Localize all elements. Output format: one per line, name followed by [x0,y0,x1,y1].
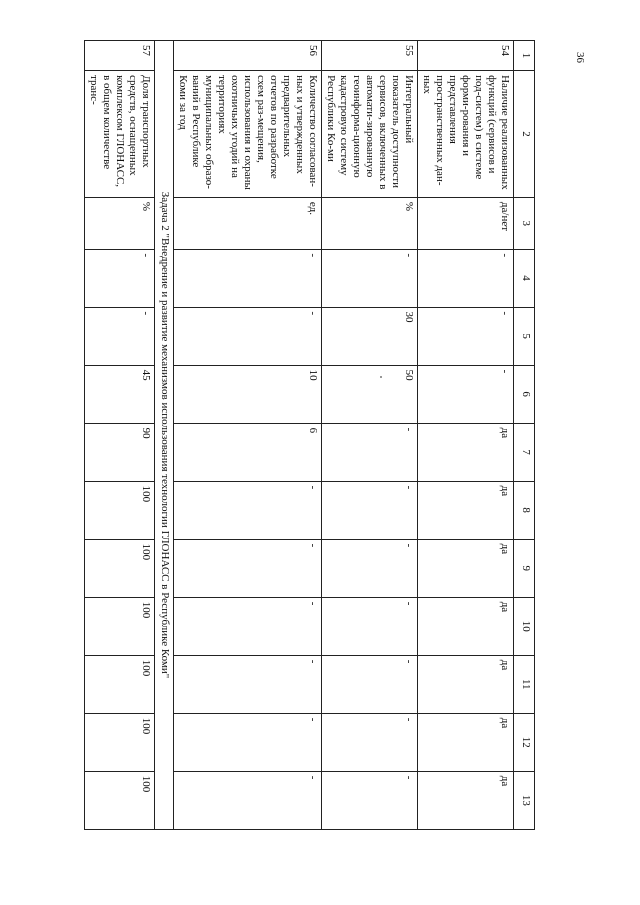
value-cell: 100 [85,655,155,713]
row-number: 55 [322,41,418,71]
header-cell: 7 [514,423,535,481]
task-heading: Задача 2 "Внедрение и развитие механизмов использования технологии ГЛОНАСС в Республике Коми" [155,41,174,830]
indicator-name: Наличие реализованных функций (сервисов и под-систем) в системе форми-рования и представления пространственных дан-ных [418,71,514,198]
header-cell: 1 [514,41,535,71]
table-header-row [514,41,535,830]
value-cell: да [418,655,514,713]
header-cell: 10 [514,597,535,655]
value-cell: да [418,713,514,771]
value-cell: 100 [85,771,155,829]
value-cell: да [418,771,514,829]
value-cell: - [174,771,322,829]
indicators-table [84,40,535,830]
value-cell: - [85,307,155,365]
table-row [322,41,418,830]
header-cell: 13 [514,771,535,829]
indicator-name: Количество согласован-ных и утвержденных предварительных отчетов по разработке схем раз-мещения, использования и охраны охотничьих угодий на территориях муниципальных образо-ваний в Республике Коми за год [174,71,322,198]
table-row [418,41,514,830]
value-cell: - [322,539,418,597]
value-cell: 100 [85,713,155,771]
value-cell: - [418,365,514,423]
value-cell: - [85,249,155,307]
value-cell: - [418,307,514,365]
value-cell: - [322,655,418,713]
value-cell: - [174,597,322,655]
value-cell: - [174,481,322,539]
header-cell: 6 [514,365,535,423]
indicator-name: Интегральный показатель доступности сервисов, включенных в автомати-зированную геоинформа-ционную кадастровую систему Республики Ко-ми [322,71,418,198]
value-cell: да [418,423,514,481]
value-cell: - [174,539,322,597]
header-cell: 2 [514,71,535,198]
value-cell: - [174,249,322,307]
row-number: 54 [418,41,514,71]
value-cell: 100 [85,539,155,597]
value-cell: - [174,655,322,713]
header-cell: 5 [514,307,535,365]
value-cell: 100 [85,481,155,539]
indicator-name: Доля транспортных средств, оснащенных комплексом ГЛОНАСС, в общем количестве транс- [85,71,155,198]
value-cell: - [322,771,418,829]
value-cell: - [418,249,514,307]
table-row [174,41,322,830]
row-number: 57 [85,41,155,71]
value-cell: 100 [85,597,155,655]
value-cell: да [418,481,514,539]
task-heading-row [155,41,174,830]
value-cell: 45 [85,365,155,423]
value-cell: - [322,713,418,771]
value-cell: - [322,249,418,307]
value-cell: да [418,539,514,597]
value-cell: 50 [322,365,418,423]
header-cell: 11 [514,655,535,713]
page-number: 36 [574,52,586,63]
header-cell: 3 [514,197,535,249]
unit-cell: % [85,197,155,249]
header-cell: 12 [514,713,535,771]
value-cell: 6 [174,423,322,481]
header-cell: 4 [514,249,535,307]
row-number: 56 [174,41,322,71]
value-cell: - [322,481,418,539]
unit-cell: да/нет [418,197,514,249]
unit-cell: % [322,197,418,249]
value-cell: 10 [174,365,322,423]
value-cell: - [174,713,322,771]
header-cell: 9 [514,539,535,597]
header-cell: 8 [514,481,535,539]
table-row [85,41,155,830]
rotated-table-wrapper [84,40,535,830]
value-cell: - [174,307,322,365]
value-cell: 30 [322,307,418,365]
value-cell: 90 [85,423,155,481]
unit-cell: ед. [174,197,322,249]
value-cell: - [322,423,418,481]
value-cell: - [322,597,418,655]
value-cell: да [418,597,514,655]
